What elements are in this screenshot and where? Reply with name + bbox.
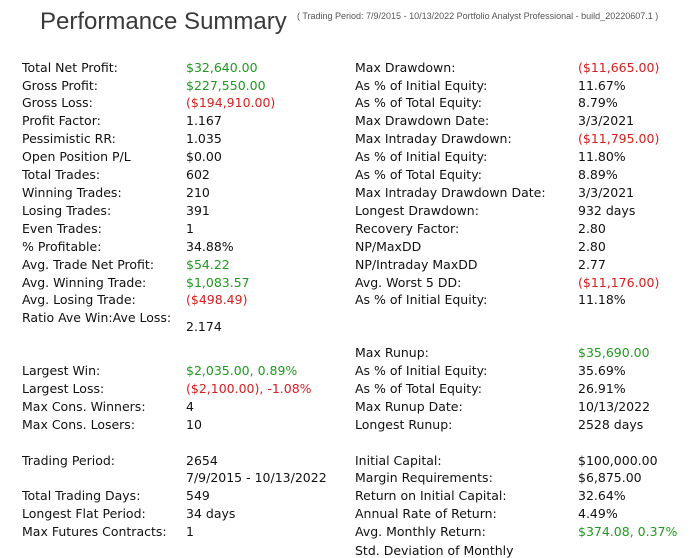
label-ru-pct-initial: As % of Initial Equity: [355,363,488,378]
value-avg-trade-net-profit: $54.22 [186,257,230,272]
value-w5-pct-initial: 11.18% [578,292,626,307]
label-max-drawdown-date: Max Drawdown Date: [355,113,490,128]
label-longest-flat-period: Longest Flat Period: [22,506,146,521]
value-profit-factor: 1.167 [186,113,222,128]
label-dd-pct-total: As % of Total Equity: [355,95,482,110]
value-total-net-profit: $32,640.00 [186,60,258,75]
label-initial-capital: Initial Capital: [355,453,442,468]
value-max-intraday-drawdown-date: 3/3/2021 [578,185,635,200]
label-largest-loss: Largest Loss: [22,381,105,396]
label-gross-loss: Gross Loss: [22,95,93,110]
label-return-on-initial: Return on Initial Capital: [355,488,507,503]
label-avg-monthly-return: Avg. Monthly Return: [355,524,486,539]
value-idd-pct-total: 8.89% [578,167,618,182]
value-np-intraday-maxdd: 2.77 [578,257,606,272]
label-winning-trades: Winning Trades: [22,185,122,200]
label-ratio-win-loss: Ratio Ave Win:Ave Loss: [22,310,172,325]
report-subtitle: ( Trading Period: 7/9/2015 - 10/13/2022 Portfolio Analyst Professional - build_20220607.1 ) [297,11,659,21]
page-title: Performance Summary [40,8,287,35]
label-trading-period: Trading Period: [22,453,116,468]
label-margin-requirements: Margin Requirements: [355,470,493,485]
label-pct-profitable: % Profitable: [22,239,102,254]
value-ru-pct-initial: 35.69% [578,363,626,378]
value-total-trades: 602 [186,167,210,182]
value-max-intraday-drawdown: ($11,795.00) [578,131,660,146]
value-max-runup: $35,690.00 [578,345,650,360]
label-max-drawdown: Max Drawdown: [355,60,456,75]
value-ratio-win-loss: 2.174 [186,319,222,334]
value-max-cons-losers: 10 [186,417,202,432]
value-max-drawdown-date: 3/3/2021 [578,113,635,128]
value-losing-trades: 391 [186,203,210,218]
label-even-trades: Even Trades: [22,221,102,236]
label-avg-winning-trade: Avg. Winning Trade: [22,275,147,290]
label-pessimistic-rr: Pessimistic RR: [22,131,116,146]
label-annual-rate-of-return: Annual Rate of Return: [355,506,497,521]
value-trading-period-days: 2654 [186,453,218,468]
label-gross-profit: Gross Profit: [22,78,99,93]
label-max-intraday-drawdown: Max Intraday Drawdown: [355,131,512,146]
value-annual-rate-of-return: 4.49% [578,506,618,521]
label-max-cons-winners: Max Cons. Winners: [22,399,146,414]
value-avg-monthly-return: $374.08, 0.37% [578,524,678,539]
value-max-drawdown: ($11,665.00) [578,60,660,75]
label-np-maxdd: NP/MaxDD [355,239,422,254]
value-max-futures-contracts: 1 [186,524,194,539]
label-avg-trade-net-profit: Avg. Trade Net Profit: [22,257,155,272]
value-even-trades: 1 [186,221,194,236]
value-longest-runup: 2528 days [578,417,644,432]
value-pct-profitable: 34.88% [186,239,234,254]
label-std-dev-monthly-partial: Std. Deviation of Monthly [355,543,514,558]
label-total-trading-days: Total Trading Days: [22,488,141,503]
value-avg-winning-trade: $1,083.57 [186,275,250,290]
value-gross-loss: ($194,910.00) [186,95,276,110]
label-longest-drawdown: Longest Drawdown: [355,203,479,218]
label-max-runup: Max Runup: [355,345,429,360]
label-idd-pct-total: As % of Total Equity: [355,167,482,182]
value-margin-requirements: $6,875.00 [578,470,642,485]
value-trading-period-range: 7/9/2015 - 10/13/2022 [186,470,327,485]
value-largest-win: $2,035.00, 0.89% [186,363,298,378]
label-open-position-pl: Open Position P/L [22,149,131,164]
value-longest-flat-period: 34 days [186,506,236,521]
value-largest-loss: ($2,100.00), -1.08% [186,381,312,396]
label-dd-pct-initial: As % of Initial Equity: [355,78,488,93]
value-gross-profit: $227,550.00 [186,78,266,93]
label-idd-pct-initial: As % of Initial Equity: [355,149,488,164]
label-largest-win: Largest Win: [22,363,101,378]
label-losing-trades: Losing Trades: [22,203,112,218]
value-avg-losing-trade: ($498.49) [186,292,248,307]
label-avg-losing-trade: Avg. Losing Trade: [22,292,136,307]
value-avg-worst-5dd: ($11,176.00) [578,275,660,290]
label-max-intraday-drawdown-date: Max Intraday Drawdown Date: [355,185,546,200]
value-max-cons-winners: 4 [186,399,194,414]
value-initial-capital: $100,000.00 [578,453,658,468]
value-pessimistic-rr: 1.035 [186,131,222,146]
value-np-maxdd: 2.80 [578,239,606,254]
value-idd-pct-initial: 11.80% [578,149,626,164]
label-max-cons-losers: Max Cons. Losers: [22,417,136,432]
label-max-futures-contracts: Max Futures Contracts: [22,524,167,539]
label-total-net-profit: Total Net Profit: [22,60,118,75]
label-total-trades: Total Trades: [22,167,101,182]
value-return-on-initial: 32.64% [578,488,626,503]
value-ru-pct-total: 26.91% [578,381,626,396]
label-np-intraday-maxdd: NP/Intraday MaxDD [355,257,478,272]
label-max-runup-date: Max Runup Date: [355,399,463,414]
value-dd-pct-initial: 11.67% [578,78,626,93]
value-recovery-factor: 2.80 [578,221,606,236]
label-avg-worst-5dd: Avg. Worst 5 DD: [355,275,462,290]
value-longest-drawdown: 932 days [578,203,636,218]
value-open-position-pl: $0.00 [186,149,222,164]
label-w5-pct-initial: As % of Initial Equity: [355,292,488,307]
label-recovery-factor: Recovery Factor: [355,221,460,236]
value-total-trading-days: 549 [186,488,210,503]
label-profit-factor: Profit Factor: [22,113,101,128]
label-ru-pct-total: As % of Total Equity: [355,381,482,396]
value-winning-trades: 210 [186,185,210,200]
value-max-runup-date: 10/13/2022 [578,399,651,414]
label-longest-runup: Longest Runup: [355,417,453,432]
value-dd-pct-total: 8.79% [578,95,618,110]
